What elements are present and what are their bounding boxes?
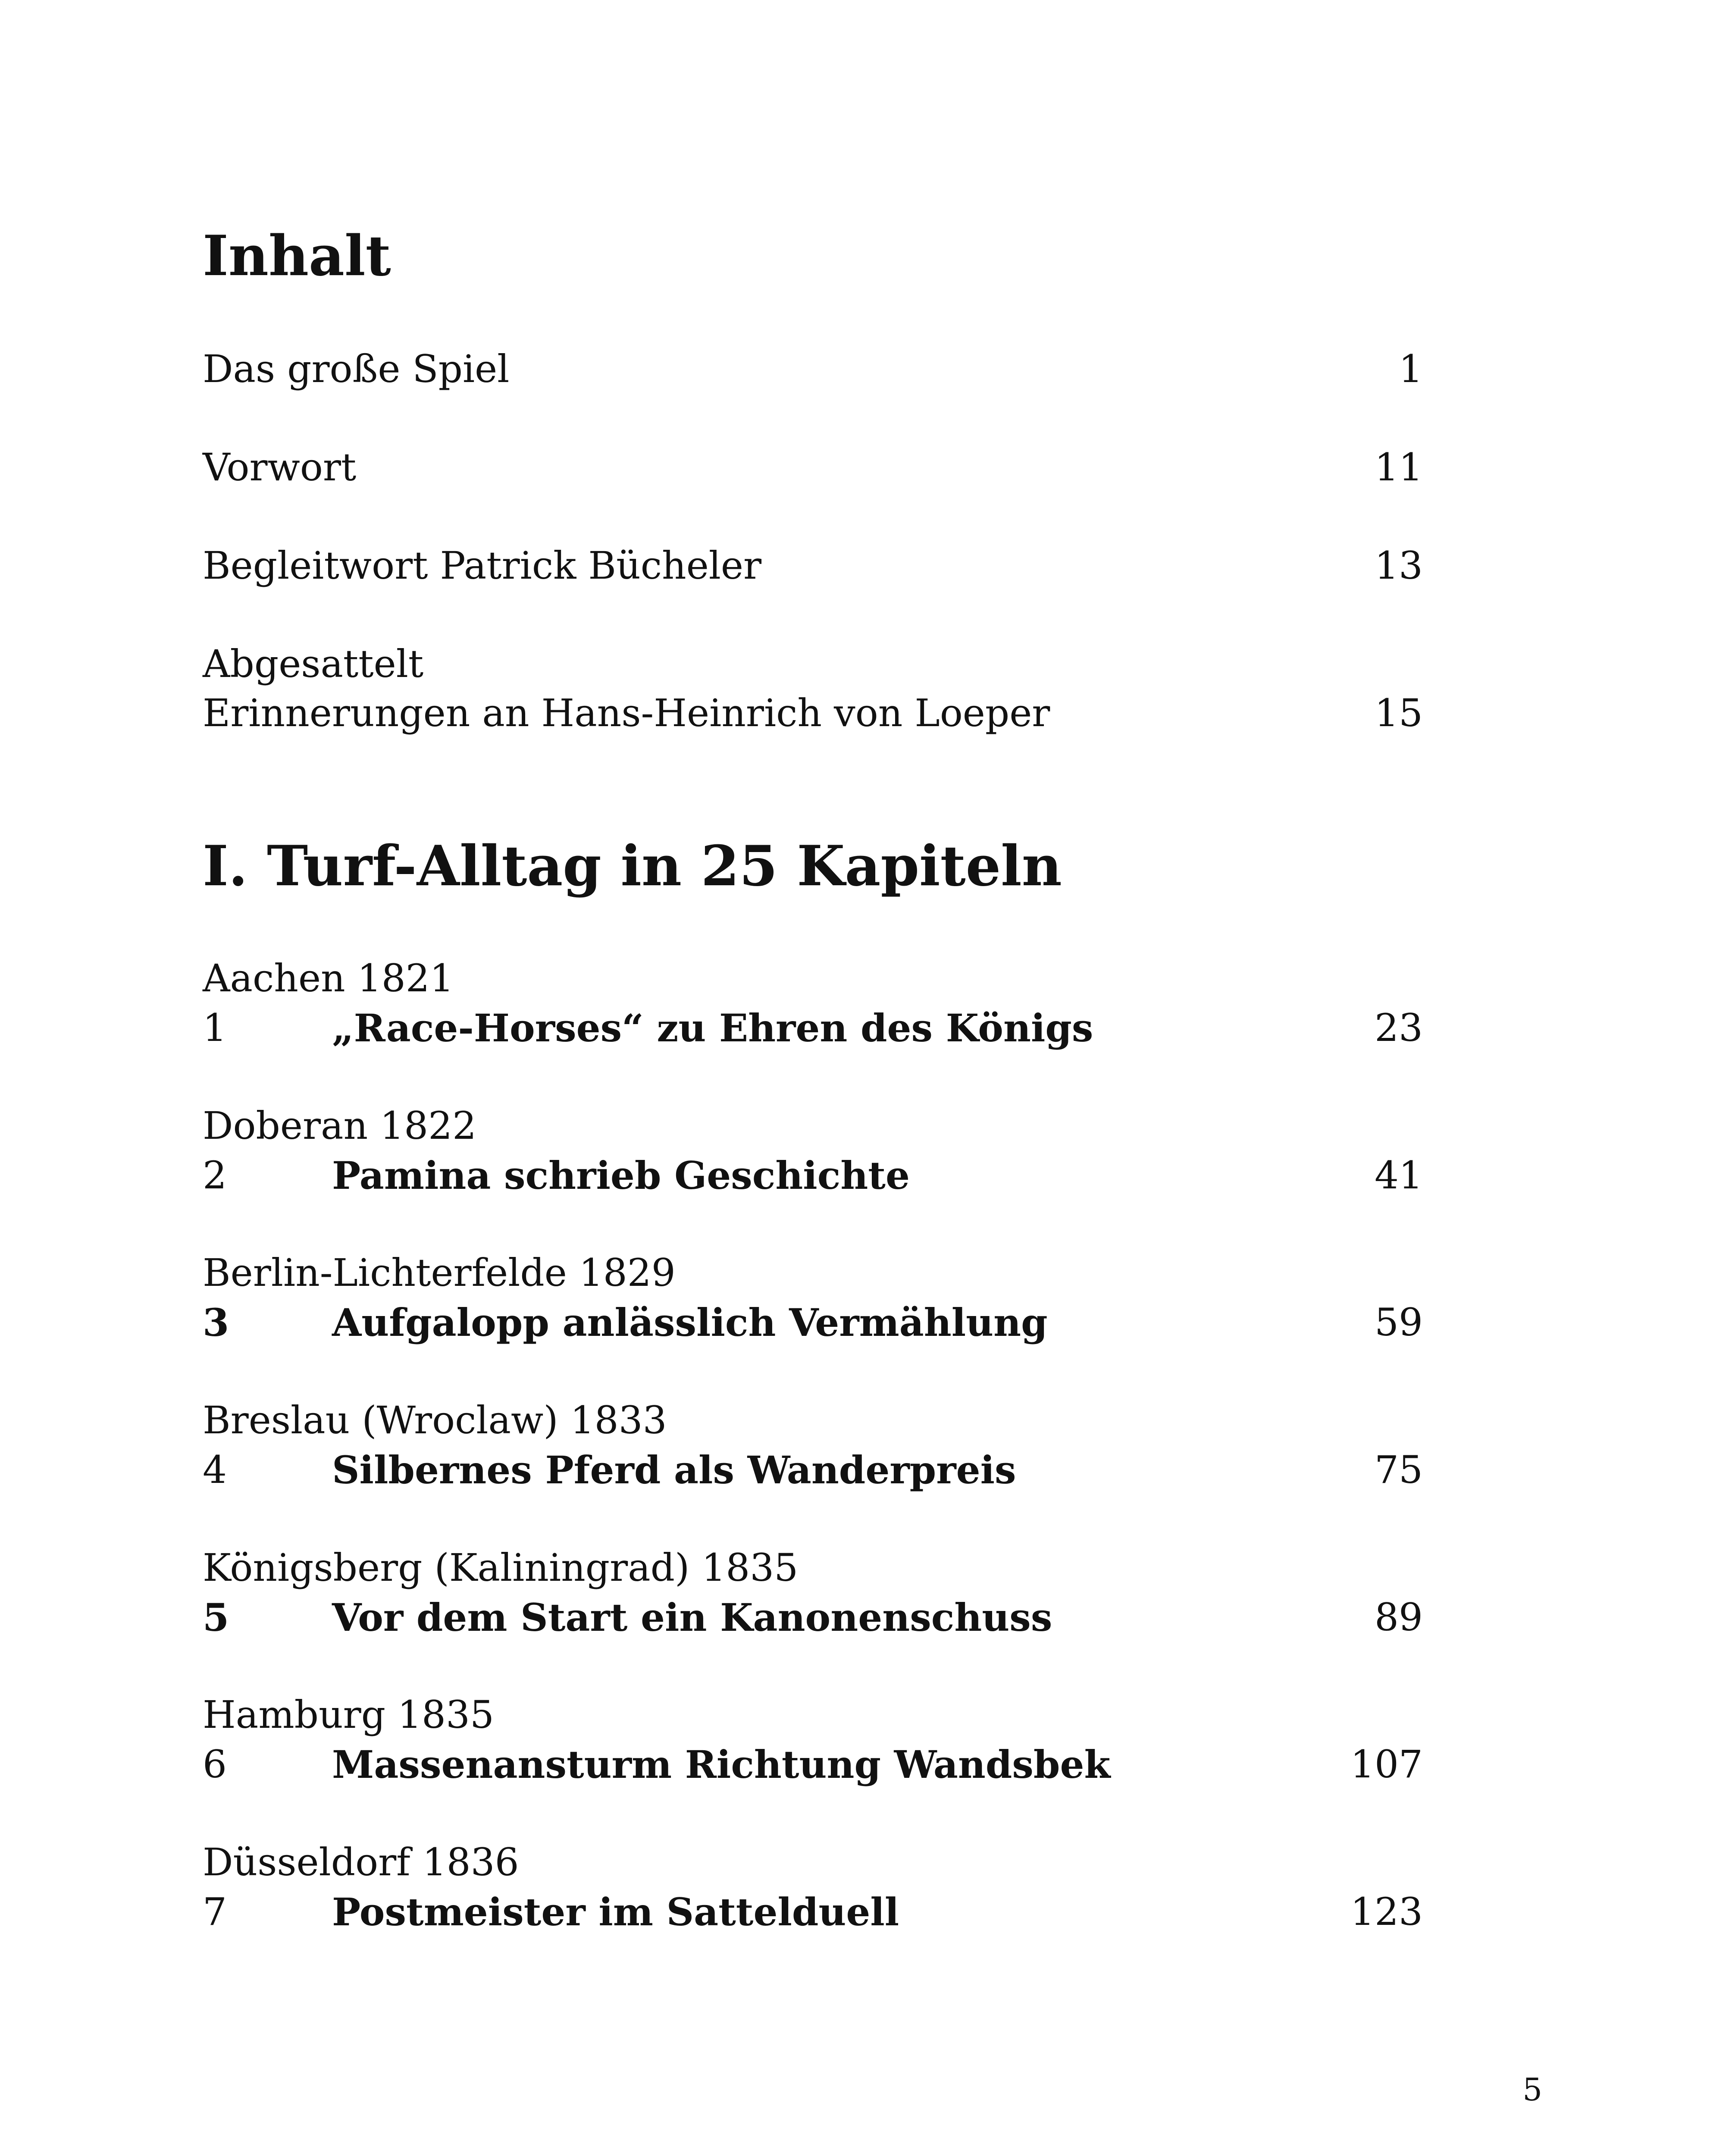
chapter-number: 2 [203, 1153, 227, 1197]
chapter-page: 89 [1375, 1595, 1423, 1639]
chapter-number: 7 [203, 1890, 227, 1934]
chapter-place: Berlin-Lichterfelde 1829 [203, 1250, 676, 1295]
chapter-title: Massenansturm Richtung Wandsbek [332, 1742, 1111, 1787]
chapter-title: Pamina schrieb Geschichte [332, 1153, 910, 1198]
chapter-title: Vor dem Start ein Kanonenschuss [332, 1595, 1052, 1640]
toc-entry-title: Begleitwort Patrick Bücheler [203, 543, 762, 588]
chapter-number: 4 [203, 1448, 227, 1492]
chapter-place: Königsberg (Kaliningrad) 1835 [203, 1545, 799, 1590]
chapter-page: 107 [1350, 1742, 1423, 1786]
chapter-number: 5 [203, 1595, 229, 1640]
chapter-place: Doberan 1822 [203, 1103, 477, 1148]
toc-entry-title: Erinnerungen an Hans-Heinrich von Loeper [203, 691, 1050, 735]
toc-entry-title: Das große Spiel [203, 347, 510, 391]
toc-entry-page: 1 [1399, 347, 1423, 391]
chapter-place: Aachen 1821 [203, 956, 454, 1000]
toc-entry-page: 11 [1375, 445, 1423, 489]
chapter-number: 3 [203, 1300, 229, 1345]
chapter-number: 6 [203, 1742, 227, 1786]
chapter-page: 41 [1375, 1153, 1423, 1197]
toc-entry-page: 13 [1375, 543, 1423, 588]
toc-entry-subtitle: Abgesattelt [203, 642, 424, 686]
chapter-title: Postmeister im Sattelduell [332, 1890, 899, 1934]
chapter-title: Aufgalopp anlässlich Vermählung [332, 1300, 1048, 1345]
toc-entry-page: 15 [1375, 691, 1423, 735]
chapter-place: Breslau (Wroclaw) 1833 [203, 1398, 667, 1442]
part-heading: I. Turf-Alltag in 25 Kapiteln [203, 834, 1062, 899]
chapter-title: „Race-Horses“ zu Ehren des Königs [332, 1006, 1093, 1050]
chapter-title: Silbernes Pferd als Wanderpreis [332, 1448, 1016, 1492]
chapter-page: 123 [1350, 1890, 1423, 1934]
chapter-place: Hamburg 1835 [203, 1692, 494, 1737]
chapter-number: 1 [203, 1006, 227, 1050]
chapter-place: Düsseldorf 1836 [203, 1840, 519, 1884]
toc-entry-title: Vorwort [203, 445, 357, 489]
page-title: Inhalt [203, 224, 391, 288]
chapter-page: 59 [1375, 1300, 1423, 1344]
chapter-page: 75 [1375, 1448, 1423, 1492]
chapter-page: 23 [1375, 1006, 1423, 1050]
page-number: 5 [1522, 2071, 1542, 2108]
